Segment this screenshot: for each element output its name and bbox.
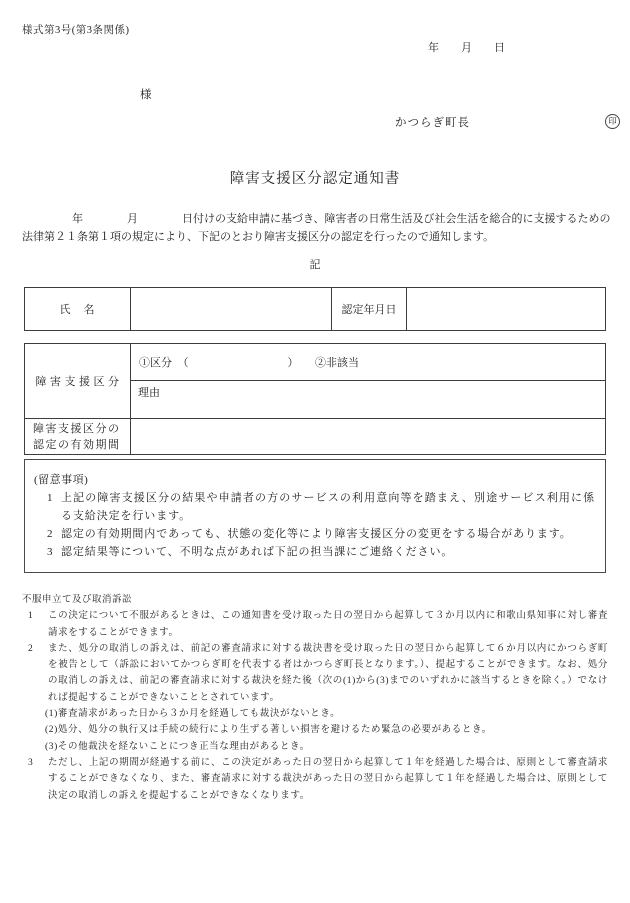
body-line-1: 年 月 日付けの支給申請に基づき、障害者の日常生活及び社会生活を総合的に支援するための [72,213,611,225]
note-item-1 [47,489,595,525]
appeal-section [22,592,608,804]
reason-label: 理由 [138,387,160,399]
appeal-item-2-number: 2 [28,643,33,654]
note-item-2-text: 認定の有効期間内であっても、状態の変化等により障害支援区分の変更をする場合があります。 [61,528,572,540]
note-item-2 [47,525,595,543]
recipient-table [24,287,606,331]
body-line-2: 法律第２１条第１項の規定により、下記のとおり障害支援区分の認定を行ったので通知します。 [22,231,495,243]
issuer-row [0,114,630,130]
record-marker: 記 [309,259,321,271]
category-label-cell: 障害支援区分 [25,344,130,419]
appeal-subitem-3: (3)その他裁決を経ないことにつき正当な理由があるとき。 [45,741,310,752]
appeal-item-3-text: ただし、上記の期間が経過する前に、この決定があった日の翌日から起算して１年を経過した場合は、原則として審査請求することができなくなり、また、審査請求に対する裁決があった日の翌日から起算して１年を経過した場合は、原則として決定の取消しの訴えを提起することができなくなります。 [48,757,608,801]
appeal-subitem-1: (1)審査請求があった日から３か月を経過しても裁決がないとき。 [45,709,341,720]
appeal-item-1-text: この決定について不服があるときは、この通知書を受け取った日の翌日から起算して３か月以内に和歌山県知事に対し審査請求をすることができます。 [48,611,608,638]
appeal-item-3 [22,755,608,804]
page-title: 障害支援区分認定通知書 [229,171,401,187]
issue-date-blank: 年 月 日 [428,42,505,54]
note-item-3-number: 3 [47,546,53,558]
addressee-honorific: 様 [140,89,152,101]
appeal-item-1-number: 1 [28,611,33,622]
note-item-2-number: 2 [47,528,53,540]
appeal-item-1 [22,608,608,641]
note-item-1-text: 上記の障害支援区分の結果や申請者の方のサービスの利用意向等を踏まえ、別途サービス利用に係る支給決定を行います。 [61,492,595,522]
notes-heading: (留意事項) [34,474,89,486]
cert-date-value-cell [406,288,605,330]
category-options-cell: ①区分 （ ） ②非該当 [130,344,605,381]
validity-label-cell: 障害支援区分の認定の有効期間 [33,423,121,451]
name-label-cell: 氏 名 [59,304,96,316]
body-paragraph [22,210,622,246]
reason-cell [130,381,605,419]
appeal-heading: 不服申立て及び取消訴訟 [22,595,133,605]
appeal-item-2 [22,641,608,706]
name-value-cell [130,288,331,330]
issuer-name: かつらぎ町長 [395,117,470,129]
appeal-item-2-text: また、処分の取消しの訴えは、前記の審査請求に対する裁決書を受け取った日の翌日から起算して６か月以内にかつらぎ町を被告として（訴訟においてかつらぎ町を代表する者はかつらぎ町長となります。）、提起することができます。なお、処分の取消しの訴えは、前記の審査請求に対する裁決を経た後（次の(1)から(3)までのいずれかに該当するときを除く。）でなければ提起することができないこととされています。 [48,643,608,703]
appeal-subitem-2: (2)処分、処分の執行又は手続の続行により生ずる著しい損害を避けるため緊急の必要があるとき。 [45,725,492,736]
notes-box [24,459,606,573]
cert-date-label-cell: 認定年月日 [331,288,406,330]
note-item-1-number: 1 [47,492,53,504]
seal-char: 印 [608,116,617,127]
appeal-item-3-number: 3 [28,757,33,768]
form-number: 様式第3号(第3条関係) [22,25,130,36]
seal-icon [605,114,620,129]
note-item-3-text: 認定結果等について、不明な点があれば下記の担当課にご連絡ください。 [61,546,454,558]
note-item-3 [47,543,595,561]
category-table [24,343,606,455]
validity-value-cell [130,419,605,454]
